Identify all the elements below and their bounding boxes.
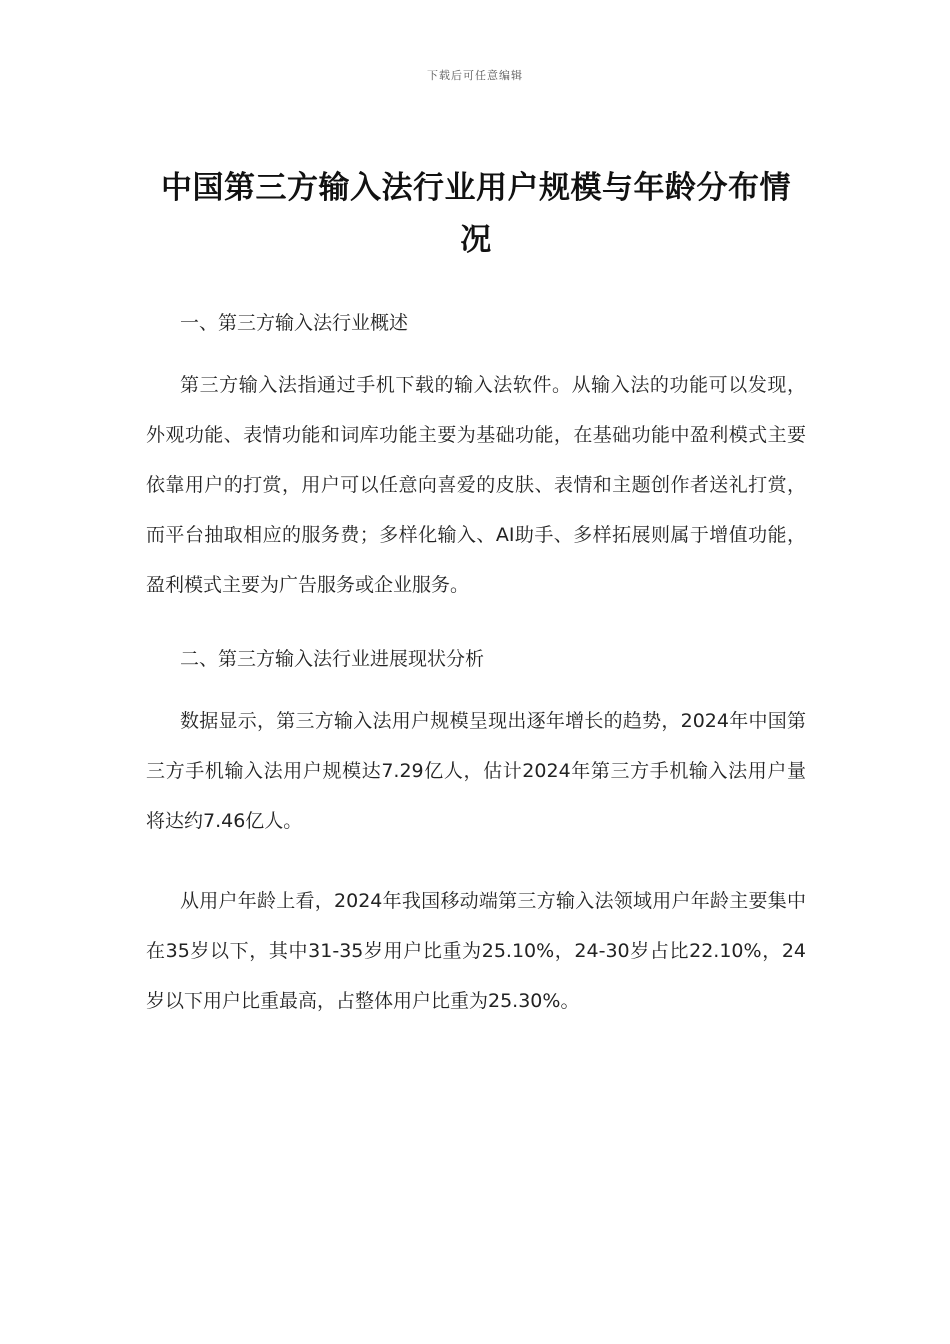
paragraph: 第三方输入法指通过手机下载的输入法软件。从输入法的功能可以发现，外观功能、表情功能和词库功能主要为基础功能，在基础功能中盈利模式主要依靠用户的打赏，用户可以任意向喜爱的皮肤、表情和主题创作者送礼打赏，而平台抽取相应的服务费；多样化输入、AI助手、多样拓展则属于增值功能，盈利模式主要为广告服务或企业服务。 <box>146 374 806 596</box>
section-heading: 二、第三方输入法行业进展现状分析 <box>180 648 485 670</box>
section-heading: 一、第三方输入法行业概述 <box>180 312 409 334</box>
document-body <box>146 162 806 1026</box>
document-title: 中国第三方输入法行业用户规模与年龄分布情况 <box>161 170 791 258</box>
page-header: 下载后可任意编辑 <box>427 69 523 82</box>
paragraph: 从用户年龄上看，2024年我国移动端第三方输入法领域用户年龄主要集中在35岁以下，其中31-35岁用户比重为25.10%，24-30岁占比22.10%，24岁以下用户比重最高，占整体用户比重为25.30%。 <box>146 890 806 1012</box>
paragraph: 数据显示，第三方输入法用户规模呈现出逐年增长的趋势，2024年中国第三方手机输入法用户规模达7.29亿人，估计2024年第三方手机输入法用户量将达约7.46亿人。 <box>146 710 806 832</box>
